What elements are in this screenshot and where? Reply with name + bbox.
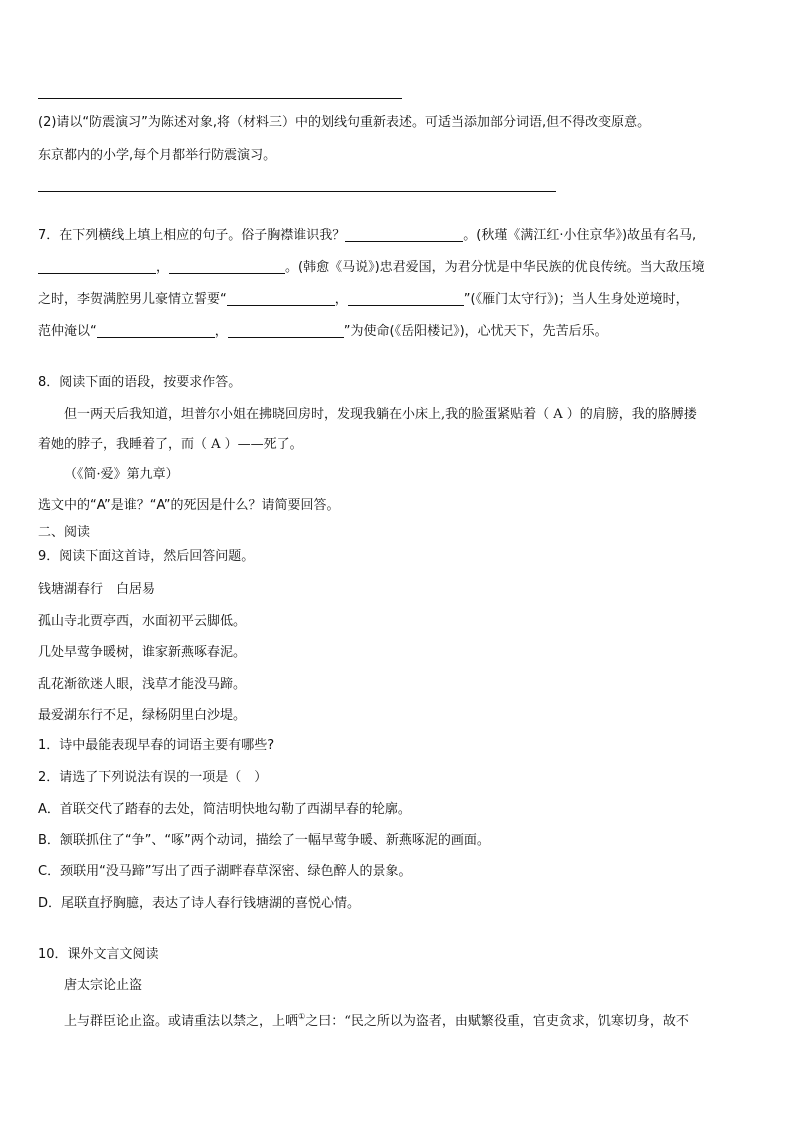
q6-2-prompt: (2)请以“防震演习”为陈述对象,将（材料三）中的划线句重新表述。可适当添加部分词语,但不得改变原意。 (38, 115, 651, 130)
poem-title: 钱塘湖春行 白居易 (38, 582, 156, 597)
fill-blank[interactable] (228, 323, 344, 338)
answer-line (38, 98, 402, 99)
option-a[interactable]: A．首联交代了踏春的去处，简洁明快地勾勒了西湖早春的轮廓。 (38, 802, 411, 817)
q10-title: 10．课外文言文阅读 (38, 947, 159, 962)
option-d[interactable]: D．尾联直抒胸臆，表达了诗人春行钱塘湖的喜悦心情。 (38, 896, 361, 911)
q9-subquestion-2: 2．请选了下列说法有误的一项是（ ） (38, 770, 268, 785)
q9-title: 9．阅读下面这首诗，然后回答问题。 (38, 549, 255, 564)
fill-blank[interactable] (97, 323, 215, 338)
q6-2-material: 东京都内的小学,每个月都举行防震演习。 (38, 148, 277, 163)
fill-blank[interactable] (227, 291, 335, 306)
footnote-marker: ① (298, 1012, 306, 1021)
q8-passage-line-1: 但一两天后我知道，坦普尔小姐在拂晓回房时，发现我躺在小床上,我的脸蛋紧贴着（ A ）的肩膀，我的胳膊搂 (64, 407, 697, 422)
q8-question: 选文中的“A”是谁？“A”的死因是什么？请简要回答。 (38, 498, 340, 513)
q9-subquestion-1: 1．诗中最能表现早春的词语主要有哪些? (38, 738, 275, 753)
fill-blank[interactable] (169, 259, 285, 274)
poem-line: 孤山寺北贾亭西，水面初平云脚低。 (38, 614, 247, 629)
q8-source: （《简·爱》第九章） (64, 467, 179, 482)
fill-blank[interactable] (38, 259, 156, 274)
q7-line-1: 7．在下列横线上填上相应的句子。俗子胸襟谁识我？ 。(秋瑾《满江红·小住京华》)故虽有名马, (38, 228, 697, 243)
q8-passage-line-2: 着她的脖子，我睡着了，而（ A ）——死了。 (38, 437, 303, 452)
section-heading: 二、阅读 (38, 525, 91, 540)
poem-line: 乱花渐欲迷人眼，浅草才能没马蹄。 (38, 677, 247, 692)
poem-line: 最爱湖东行不足，绿杨阴里白沙堤。 (38, 708, 247, 723)
q8-title: 8．阅读下面的语段，按要求作答。 (38, 375, 242, 390)
fill-blank[interactable] (345, 227, 463, 242)
q10-passage-title: 唐太宗论止盗 (64, 978, 143, 993)
option-c[interactable]: C．颈联用“没马蹄”写出了西子湖畔春草深密、绿色醉人的景象。 (38, 864, 412, 879)
option-b[interactable]: B．颔联抓住了“争”、“啄”两个动词，描绘了一幅早莺争暖、新燕啄泥的画面。 (38, 833, 490, 848)
q7-line-3: 之时，李贺满腔男儿豪情立誓要“ ， ”(《雁门太守行》)；当人生身处逆境时， (38, 292, 689, 307)
q7-line-4: 范仲淹以“ ， ”为使命(《岳阳楼记》)，心忧天下，先苦后乐。 (38, 324, 608, 339)
answer-line (38, 191, 556, 192)
fill-blank[interactable] (348, 291, 464, 306)
poem-line: 几处早莺争暖树，谁家新燕啄春泥。 (38, 645, 247, 660)
q10-passage-line-1: 上与群臣论止盗。或请重法以禁之，上哂①之曰：“民之所以为盗者，由赋繁役重，官吏贪求，饥寒切身，故不 (64, 1012, 689, 1029)
q7-line-2: ， 。(韩愈《马说》)忠君爱国，为君分忧是中华民族的优良传统。当大敌压境 (38, 258, 705, 278)
